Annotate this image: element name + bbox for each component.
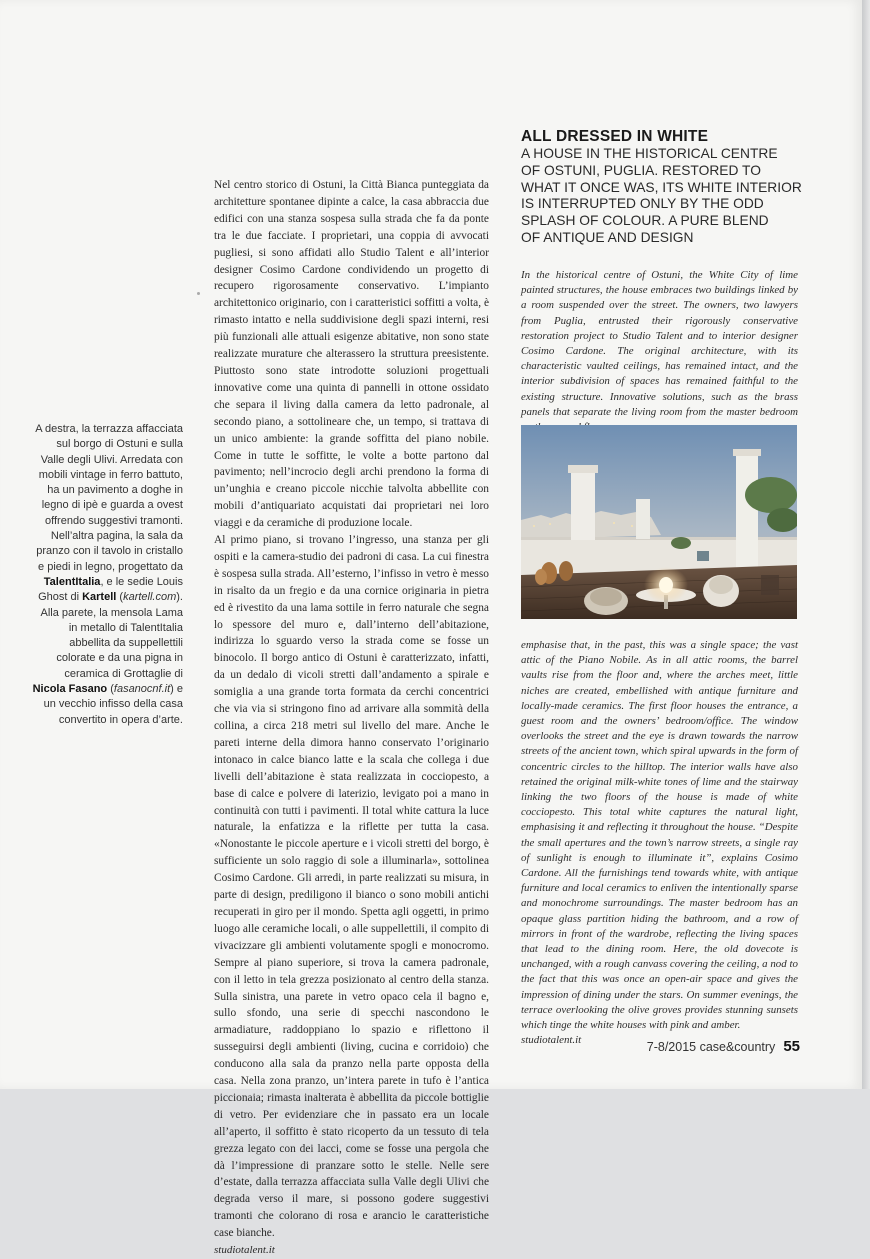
page-number: 55 [783, 1038, 800, 1055]
headline-dek-line: IS INTERRUPTED ONLY BY THE ODD [521, 196, 764, 212]
italian-paragraph: Nel centro storico di Ostuni, la Città Bianca punteggiata da architetture spontanee dipinte a calce, la casa abbraccia due edifici con una stanza sospesa sulla strada che fa da ponte tra le due facciate. I proprietari, una coppia di avvocati pugliesi, si sono affidati allo Studio Talent e all’interior designer Cosimo Cardone condividendo un progetto di recupero rigorosamente conservativo. L’impianto architettonico originario, con i caratteristici soffitti a volta, è rimasto intatto e nella suddivisione degli spazi interni, resi più funzionali alle attuali esigenze abitative, non sono state realizzate murature che alterassero la struttura preesistente. Piuttosto sono state introdotte soluzioni progettuali innovative come una quinta di pannelli in ottone ossidato che separa il living dalla camera da letto padronale, al secondo piano, a sottolineare che, un tempo, si trattava di un unico ambiente: la grande soffitta del piano nobile. Come in tutte le soffitte, le volte a botte partono dal pavimento; nell’incrocio degli archi prendono la forma di un’unghia e creano piccole nicchie talvolta abbellite con mobili d’antiquariato acquistati dai proprietari nei loro viaggi e da ceramiche di produzione locale. [214, 179, 489, 530]
english-article-column-bottom [521, 638, 798, 1048]
caption-brand: Kartell [82, 591, 117, 604]
photo-caption [30, 422, 183, 728]
caption-text: ). Alla parete, la mensola Lama in metallo di TalentItalia abbellita da suppellettili colorate e da una pigna in ceramica di Grottaglie di [40, 591, 183, 680]
margin-mark [197, 292, 200, 295]
headline-dek-line: OF ANTIQUE AND DESIGN [521, 229, 694, 245]
caption-url: fasanocnf.it [113, 683, 171, 696]
headline-dek-line: WHAT IT ONCE WAS, ITS WHITE INTERIOR [521, 179, 802, 195]
article-headline [521, 128, 821, 247]
headline-dek-line: OF OSTUNI, PUGLIA. RESTORED TO [521, 162, 761, 178]
italian-article-column [214, 177, 489, 1259]
italian-paragraph: Al primo piano, si trovano l’ingresso, una stanza per gli ospiti e la camera-studio dei padroni di casa. La cui finestra è sospesa sulla strada. All’esterno, l’infisso in vetro è messo in risalto da un fregio e da una cornice originaria in pietra ed è rivestito da una lama sottile in ferro naturale che segna lo spessore del muro e, dall’interno dell’abitazione, indirizza lo sguardo verso la strada come se fosse un binocolo. Il borgo antico di Ostuni è caratterizzato, infatti, da un dedalo di vicoli stretti dall’andamento a spirale e somiglia a una grande torta formata da cerchi concentrici che via via si stringono fino ad arrivare alla sommità della collina, a circa 218 metri sul livello del mare. Anche le pareti interne della dimora hanno conservato l’originario intonaco in calce bianco latte e la scala che collega i due livelli dell’abitazione è stata realizzata in cocciopesto, a base di calce e polvere di laterizio, levigato poi a mano in continuità con tutti i pavimenti. Il total white cattura la luce naturale, la enfatizza e la riflette per tutta la casa. «Nonostante le piccole aperture e i vicoli stretti del borgo, è sufficiente un solo raggio di sole a illuminarla», sottolinea Cosimo Cardone. Gli arredi, in parte realizzati su misura, in parte di design, prediligono il bianco o sono mobili antichi recuperati in giro per il mondo. Spetta agli oggetti, in primo luogo alle ceramiche locali, o alle suppellettili, il compito di vivacizzare gli ambienti volutamente spogli e monocromo. Sempre al piano superiore, si trova la camera padronale, con il letto in tela grezza posizionato al centro della stanza. Sulla sinistra, una parete in vetro opaco cela il bagno e, sullo sfondo, una serie di specchi nascondono le armadiature, raddoppiano lo spazio e riflettono il susseguirsi degli ambienti (living, cucina e corridoio) che conducono alla sala da pranzo nella parte opposta della casa. Nella zona pranzo, un’intera parete in tufo è l’antica piccionaia; rimasta inalterata è abbellita da piccole bottiglie di vetro. Per evidenziare che in passato era un locale all’aperto, il soffitto è stato ricoperto da un tessuto di tela grezza legato con dei lacci, come se fosse una pergola che dà l’impressione di pranzare sotto le stelle. Nelle sere d’estate, dalla terrazza affacciata sulla Valle degli Ulivi che degrada verso il mare, si possono godere suggestivi tramonti che colorano di rosa e arancio le caratteristiche case bianche. [214, 534, 489, 1240]
italian-source-url: studiotalent.it [214, 1244, 275, 1257]
caption-text: ( [116, 591, 124, 604]
issue-label: 7-8/2015 case&country [646, 1040, 776, 1054]
caption-text: , e le sedie Louis Ghost di [38, 575, 183, 604]
headline-dek-line: A HOUSE IN THE HISTORICAL CENTRE [521, 146, 778, 161]
english-paragraph: In the historical centre of Ostuni, the White City of lime painted structures, the house embraces two buildings linked by a room suspended over the street. The owners, two lawyers from Puglia, entrusted their rigorously conservative restoration project to Studio Talent and to interior designer Cosimo Cardone. The original architecture, with its characteristic vaulted ceilings, has remained intact, and the interior subdivision of spaces has remained faithful to the existing structure. Innovative solutions, such as the brass panels that separate the living room from the master bedroom [521, 269, 798, 418]
headline-title: ALL DRESSED IN WHITE [521, 128, 709, 145]
caption-text: ( [107, 683, 114, 696]
headline-dek-line: SPLASH OF COLOUR. A PURE BLEND [521, 213, 769, 229]
caption-text: A destra, la terrazza affacciata sul borgo di Ostuni e sulla Valle degli Ulivi. Arredata con mobili vintage in ferro battuto, ha un pavimento a doghe in legno di ipè e guarda a ovest offrendo suggestivi tramonti. Nell’altra pagina, la sala da pranzo con il tavolo in cristallo e piedi in legno, progettato da [35, 423, 183, 573]
caption-url: kartell.com [123, 591, 177, 604]
english-article-column-top [521, 268, 798, 435]
page-edge [862, 0, 870, 1089]
caption-brand: TalentItalia [43, 575, 101, 588]
english-source-url: studiotalent.it [521, 1034, 582, 1047]
terrace-photo [521, 425, 797, 619]
page-footer [600, 1038, 800, 1056]
english-paragraph: emphasise that, in the past, this was a single space; the vast attic of the Piano Nobile. As in all attic rooms, the barrel vaults rise from the floor and, where the arches meet, little niches are created, embellished with antique furniture and locally-made ceramics. The first floor houses the entrance, a guest room and the owners’ bedroom/office. The window overlooks the street and the eye is drawn towards the narrow streets of the ancient town, which spiral upwards in the form of concentric circles to the hilltop. The interior walls have also retained the original milk-white tones of lime and the stairway linking the two floors of the house is made of white cocciopesto. This total white captures the natural light, emphasising it and reflecting it throughout the house. “Despite the small apertures and the town’s narrow streets, a single ray of sunlight is enough to illuminate it”, explains Cosimo Cardone. All the furnishings tend towards white, with antique furniture and local ceramics to enliven the intentionally sparse and monochrome surroundings. The master bedroom has an opaque glass partition hiding the bathroom, and a row of mirrors in front of the wardrobe, reflecting the living spaces that lead to the dining room. Here, the old dovecote is unchanged, with a rough canvass covering the ceiling, a nod to the fact that this was once an open-air space and gives the impression of dining under the stars. On summer evenings, the terrace overlooking the olive groves provides stunning sunsets which tinge the white houses with pink and amber. [521, 639, 798, 1032]
caption-brand: Nicola Fasano [32, 683, 108, 696]
caption-text: ) e un vecchio infisso della casa convertito in opera d’arte. [43, 683, 183, 726]
terrace-photo-image [521, 425, 797, 619]
